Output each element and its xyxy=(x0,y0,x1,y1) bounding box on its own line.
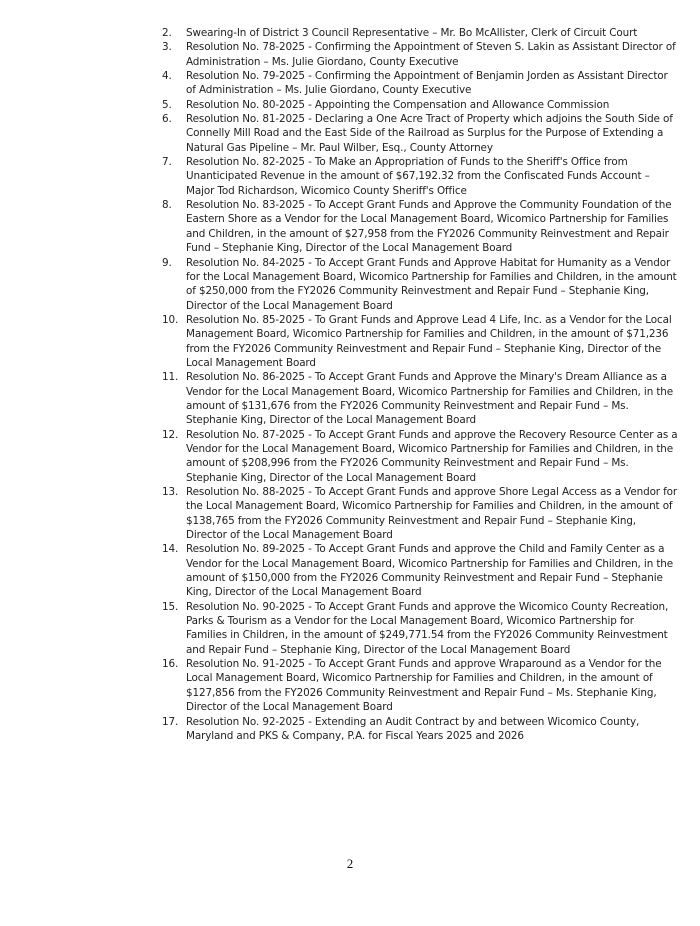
agenda-item xyxy=(162,600,678,657)
agenda-item xyxy=(162,112,678,155)
item-number: 14. xyxy=(162,543,179,556)
item-number: 8. xyxy=(162,199,172,212)
item-number: 2. xyxy=(162,27,172,39)
item-number: 4. xyxy=(162,70,172,83)
item-text: Resolution No. 84-2025 - To Accept Grant Funds and Approve Habitat for Humanity as a Vendor for the Local Management Board, Wicomico Partnership for Families and Children, in the amount of $250,000 from the FY2026 Community Reinvestment and Repair Fund – Stephanie King, Director of the Local Management Board xyxy=(186,256,677,312)
agenda-item xyxy=(162,485,678,542)
item-number: 3. xyxy=(162,41,172,54)
item-number: 17. xyxy=(162,715,179,728)
item-text: Resolution No. 83-2025 - To Accept Grant Funds and Approve the Community Foundation of the Eastern Shore as a Vendor for the Local Management Board, Wicomico Partnership for Families and Children, in the amount of $27,958 from the FY2026 Community Reinvestment and Repair Fund – Stephanie King, Director of the Local Management Board xyxy=(186,199,672,255)
agenda-item xyxy=(162,155,678,198)
item-text: Resolution No. 82-2025 - To Make an Appropriation of Funds to the Sheriff's Office from Unanticipated Revenue in the amount of $67,192.32 from the Confiscated Funds Account – Major Tod Richardson, Wicomico County Sheriff's Office xyxy=(186,156,650,197)
item-number: 16. xyxy=(162,658,179,671)
item-number: 5. xyxy=(162,98,172,111)
item-text: Resolution No. 87-2025 - To Accept Grant Funds and approve the Recovery Resource Center as a Vendor for the Local Management Board, Wicomico Partnership for Families and Children, in the amount of $208,996 from the FY2026 Community Reinvestment and Repair Fund – Ms. Stephanie King, Director of the Local Management Board xyxy=(186,428,678,484)
item-text: Resolution No. 85-2025 - To Grant Funds and Approve Lead 4 Life, Inc. as a Vendor for the Local Management Board, Wicomico Partnership for Families and Children, in the amount of $71,236 from the FY2026 Community Reinvestment and Repair Fund – Stephanie King, Director of the Local Management Board xyxy=(186,313,672,369)
item-text: Resolution No. 81-2025 - Declaring a One Acre Tract of Property which adjoins the South Side of Connelly Mill Road and the East Side of the Railroad as Surplus for the Purpose of Extending a Natural Gas Pipeline – Mr. Paul Wilber, Esq., County Attorney xyxy=(186,113,673,154)
agenda-list xyxy=(162,26,678,743)
agenda-item xyxy=(162,256,678,313)
agenda-item xyxy=(162,40,678,69)
agenda-item xyxy=(162,313,678,370)
item-number: 11. xyxy=(162,371,179,384)
agenda-item xyxy=(162,198,678,255)
item-text: Resolution No. 89-2025 - To Accept Grant Funds and approve the Child and Family Center as a Vendor for the Local Management Board, Wicomico Partnership for Families and Children, in the amount of $150,000 from the FY2026 Community Reinvestment and Repair Fund – Stephanie King, Director of the Local Management Board xyxy=(186,543,674,599)
item-text: Resolution No. 80-2025 - Appointing the Compensation and Allowance Commission xyxy=(186,98,610,111)
agenda-item xyxy=(162,715,678,744)
item-text: Resolution No. 92-2025 - Extending an Audit Contract by and between Wicomico County, Maryland and PKS & Company, P.A. for Fiscal Years 2025 and 2026 xyxy=(186,715,640,742)
item-text: Resolution No. 90-2025 - To Accept Grant Funds and approve the Wicomico County Recreation, Parks & Tourism as a Vendor for the Local Management Board, Wicomico Partnership for Families in Children, in the amount of $249,771.54 from the FY2026 Community Reinvestment and Repair Fund – Stephanie King, Director of the Local Management Board xyxy=(186,600,669,656)
item-number: 12. xyxy=(162,428,179,441)
item-text: Swearing-In of District 3 Council Representative – Mr. Bo McAllister, Clerk of Circuit Court xyxy=(186,27,638,39)
item-number: 9. xyxy=(162,256,172,269)
item-text: Resolution No. 78-2025 - Confirming the Appointment of Steven S. Lakin as Assistant Director of Administration – Ms. Julie Giordano, County Executive xyxy=(186,41,676,68)
agenda-item xyxy=(162,69,678,98)
item-number: 10. xyxy=(162,313,179,326)
item-text: Resolution No. 79-2025 - Confirming the Appointment of Benjamin Jorden as Assistant Director of Administration – Ms. Julie Giordano, County Executive xyxy=(186,70,668,97)
item-number: 15. xyxy=(162,600,179,613)
agenda-item xyxy=(162,370,678,427)
agenda-item xyxy=(162,26,678,40)
item-text: Resolution No. 91-2025 - To Accept Grant Funds and approve Wraparound as a Vendor for the Local Management Board, Wicomico Partnership for Families and Children, in the amount of $127,856 from the FY2026 Community Reinvestment and Repair Fund – Ms. Stephanie King, Director of the Local Management Board xyxy=(186,658,662,714)
item-number: 13. xyxy=(162,486,179,498)
agenda-item xyxy=(162,657,678,714)
item-text: Resolution No. 88-2025 - To Accept Grant Funds and approve Shore Legal Access as a Vendor for the Local Management Board, Wicomico Partnership for Families and Children, in the amount of $138,765 from the FY2026 Community Reinvestment and Repair Fund – Stephanie King, Director of the Local Management Board xyxy=(186,486,678,542)
item-number: 7. xyxy=(162,156,172,169)
agenda-item xyxy=(162,428,678,485)
agenda-item xyxy=(162,542,678,599)
agenda-item xyxy=(162,98,678,112)
item-text: Resolution No. 86-2025 - To Accept Grant Funds and Approve the Minary's Dream Alliance as a Vendor for the Local Management Board, Wicomico Partnership for Families and Children, in the amount of $131,676 from the FY2026 Community Reinvestment and Repair Fund – Ms. Stephanie King, Director of the Local Management Board xyxy=(186,371,674,427)
item-number: 6. xyxy=(162,113,172,126)
page-number: 2 xyxy=(346,856,354,871)
